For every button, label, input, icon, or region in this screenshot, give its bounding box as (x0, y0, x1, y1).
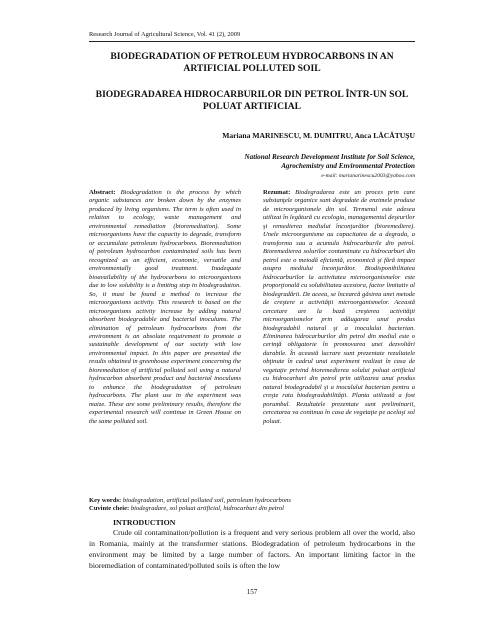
abstract-en-label: Abstract: (89, 189, 116, 196)
authors: Mariana MARINESCU, M. DUMITRU, Anca LĂCĂTUŞU (222, 131, 415, 140)
abstract-ro-label: Rezumat: (263, 189, 291, 196)
journal-header: Research Journal of Agricultural Science, Vol. 41 (2), 2009 (89, 31, 241, 38)
keywords-ro-text: biodegradare, sol poluat artificial, hidrocarburi din petrol (129, 505, 284, 513)
keywords-romanian (89, 505, 415, 513)
keywords-en-text: biodegradation, artificial polluted soil, petroleum hydrocarbons (121, 497, 291, 504)
introduction-heading: INTRODUCTION (113, 518, 176, 527)
title-english: BIODEGRADATION OF PETROLEUM HYDROCARBONS IN AN ARTIFICIAL POLLUTED SOIL (110, 51, 394, 74)
header-rule (89, 41, 415, 42)
keywords-block (89, 497, 415, 514)
keywords-en-label: Key words: (89, 497, 122, 504)
introduction-text: Crude oil contamination/pollution is a frequent and very serious problem all over the world, also in Romania, mainly at the transformer stations. Biodegradation of petroleum hydrocarbons in the environment may be limited by a large number of factors. An important limiting factor in the bioremediation of contaminated/polluted soils is often the low (89, 528, 415, 570)
abstract-romanian (263, 189, 415, 426)
title-romanian: BIODEGRADAREA HIDROCARBURILOR DIN PETROL ÎNTR-UN SOL POLUAT ARTIFICIAL (95, 89, 409, 112)
keywords-ro-label: Cuvinte cheie: (89, 505, 130, 513)
abstract-english (89, 189, 241, 426)
affiliation: National Research Development Institute for Soil Science, Agrochemistry and Environmental Protection (244, 153, 415, 170)
page-number: 157 (246, 588, 258, 596)
email: e-mail: marianarinescu2003@yahoo.com (321, 173, 415, 179)
abstract-ro-text: Biodegradarea este un proces prin care substanţele organice sunt degradate de enzimele produse de microorganismele din sol. Termenul este adesea utilizat în legătură cu ecologia, managementul deşeurilor şi remedierea mediului înconjurător (bioremediere). Unele microorganisme au capacitatea de a degrada, a transforma sau a acumula hidrocarburile din petrol. Bioremedierea solurilor contaminate cu hidrocarburi din petrol este o metodă eficientă, economică şi fără impact asupra mediului înconjurător. Biodisponibilitatea hidrocarburilor la activitatea microorganismelor este proporţională cu solubilitatea acestora, factor limitativ al biodegradării. De aceea, se încearcă găsirea unei metode de creştere a activităţii microorganismelor. Această cercetare are la bază creşterea activităţii microorganismelor prin adăugarea unui produs biodegradabil natural şi a inoculului bacterian. Eliminarea hidrocarburilor din petrol din mediul este o cerinţă obligatorie în promovarea unei dezvoltări durabile. În această lucrare sunt prezentate rezultatele obţinute în cadrul unui experiment realizat în casa de vegetaţie privind bioremedierea solului poluat artificial cu hidrocarburi din petrol prin utilizarea unui produs natural biodegradabil şi a inoculului bacterian pentru a creşte rata biodegradabilităţii. Planta utilizată a fost porumbul. Rezultatele prezentate sunt preliminarii, cercetarea va continua în casa de vegetaţie pe acelaşi sol poluat. (263, 189, 416, 425)
abstract-en-text: Biodegradation is the process by which organic substances are broken down by the enzymes produced by living organisms. The term is often used in relation to ecology, waste management and environmental remediation (bioremediation). Some microorganisms have the capacity to degrade, transform or accumulate petroleum hydrocarbons. Bioremediation of petroleum hydrocarbon contaminated soils has been recognized as an efficient, economic, versatile and environmentally good treatment. Inadequate bioavailability of the hydrocarbons to microorganisms due to low solubility is a limiting step in biodegradation. So, it must be found a method to increase the microorganisms activity. This research is based on the microorganisms activity increase by adding natural absorbent biodegradable and bacterial inoculums. The elimination of petroleum hydrocarbons from the environment is an absolute requirement to promote a sustainable development of our society with low environmental impact. In this paper are presented the results obtained in greenhouse experiment concerning the bioremediation of artificial polluted soil using a natural hydrocarbon absorbent product and bacterial inoculums to enhance the biodegradation of petroleum hydrocarbons. The plant use in the experiment was maize. These are some preliminary results, therefore the experimental research will continue in Green House on the same polluted soil. (89, 189, 241, 425)
keywords-english (89, 497, 415, 505)
